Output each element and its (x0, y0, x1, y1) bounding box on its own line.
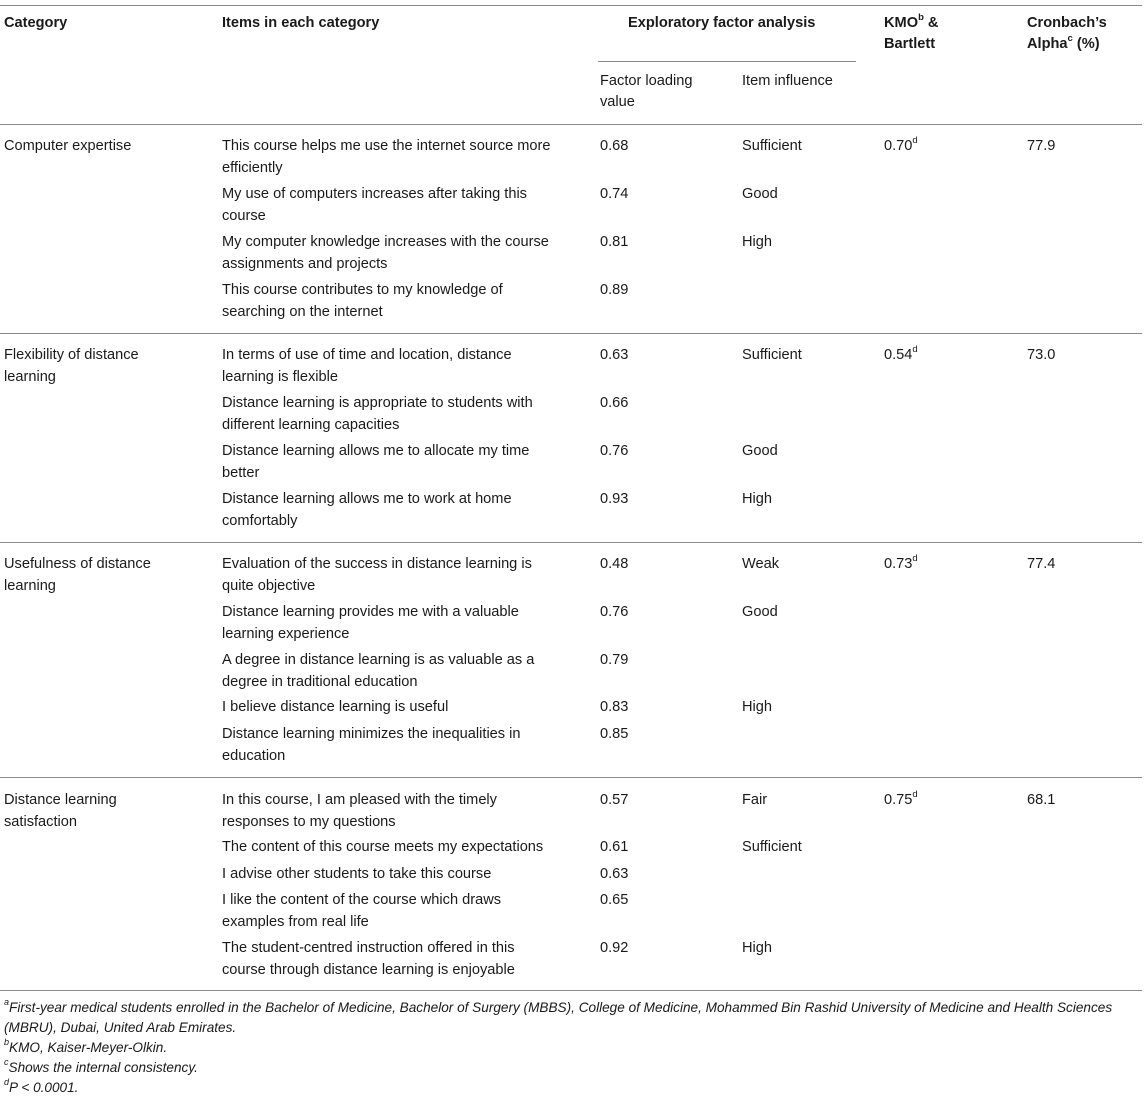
item-text: assignments and projects (222, 255, 388, 272)
header-loading-line2: value (600, 94, 635, 110)
influence-value: Sufficient (742, 347, 802, 363)
alpha-value: 77.4 (1027, 556, 1056, 572)
item-text: Distance learning allows me to allocate my time (222, 443, 530, 459)
item-text: In this course, I am pleased with the timely (222, 792, 497, 808)
category-label: learning (4, 577, 56, 594)
loading-value: 0.85 (600, 726, 629, 742)
alpha-value: 73.0 (1027, 347, 1056, 363)
header-kmo-line2: Bartlett (884, 36, 936, 52)
loading-value: 0.48 (600, 556, 629, 572)
item-text: quite objective (222, 577, 316, 594)
category-label: Distance learning (4, 792, 117, 808)
item-text: examples from real life (222, 913, 369, 930)
item-text: searching on the internet (222, 303, 383, 320)
item-text: efficiently (222, 159, 283, 176)
influence-value: High (742, 234, 773, 250)
table-bottom-rule (0, 990, 1142, 991)
item-text: responses to my questions (222, 813, 396, 830)
item-text: learning experience (222, 625, 350, 642)
loading-value: 0.74 (600, 186, 629, 202)
item-text: The content of this course meets my expectations (222, 839, 544, 855)
loading-value: 0.63 (600, 347, 629, 363)
group-divider (0, 333, 1142, 334)
item-text: education (222, 747, 286, 764)
kmo-value: 0.73$^d$ (884, 553, 918, 572)
item-text: I like the content of the course which draws (222, 892, 502, 908)
item-text: comfortably (222, 512, 298, 529)
footnote-d: $^d$P < 0.0001. (4, 1077, 79, 1095)
header-efa: Exploratory factor analysis (628, 15, 816, 31)
loading-value: 0.63 (600, 866, 629, 882)
loading-value: 0.89 (600, 282, 629, 298)
item-text: My computer knowledge increases with the course (222, 234, 549, 250)
group-divider (0, 542, 1142, 543)
kmo-value: 0.54$^d$ (884, 344, 918, 363)
item-text: learning is flexible (222, 368, 339, 385)
loading-value: 0.66 (600, 395, 629, 411)
item-text: different learning capacities (222, 416, 400, 433)
loading-value: 0.93 (600, 491, 629, 507)
loading-value: 0.79 (600, 652, 629, 668)
item-text: I advise other students to take this course (222, 866, 492, 882)
category-label: Computer expertise (4, 138, 132, 154)
influence-value: Sufficient (742, 138, 802, 154)
footnote-c: $^c$Shows the internal consistency. (4, 1057, 198, 1075)
category-label: learning (4, 368, 56, 385)
item-text: Distance learning is appropriate to students with (222, 395, 533, 411)
table-top-rule (0, 5, 1142, 6)
category-label: Usefulness of distance (4, 556, 151, 572)
influence-value: High (742, 699, 773, 715)
kmo-value: 0.75$^d$ (884, 789, 918, 808)
loading-value: 0.65 (600, 892, 629, 908)
item-text: My use of computers increases after taking this (222, 186, 527, 202)
item-text: Evaluation of the success in distance learning is (222, 556, 532, 572)
efa-subrule (598, 61, 856, 62)
footnote-b: $^b$KMO, Kaiser-Meyer-Olkin. (4, 1037, 168, 1055)
header-bottom-rule (0, 124, 1142, 125)
header-influence: Item influence (742, 73, 833, 89)
influence-value: High (742, 940, 773, 956)
item-text: degree in traditional education (222, 673, 418, 690)
item-text: course through distance learning is enjoyable (222, 961, 515, 978)
item-text: Distance learning minimizes the inequalities in (222, 726, 521, 742)
item-text: Distance learning provides me with a valuable (222, 604, 519, 620)
influence-value: Good (742, 604, 778, 620)
category-label: satisfaction (4, 813, 78, 830)
loading-value: 0.57 (600, 792, 629, 808)
influence-value: Weak (742, 556, 780, 572)
header-category: Category (4, 15, 68, 31)
header-loading: Factor loading (600, 73, 693, 89)
item-text: This course helps me use the internet source more (222, 138, 551, 154)
item-text: This course contributes to my knowledge of (222, 282, 503, 298)
item-text: The student-centred instruction offered in this (222, 940, 515, 956)
item-text: course (222, 207, 266, 224)
influence-value: High (742, 491, 773, 507)
influence-value: Sufficient (742, 839, 802, 855)
loading-value: 0.92 (600, 940, 629, 956)
group-divider (0, 777, 1142, 778)
footnote-a-cont: (MBRU), Dubai, United Arab Emirates. (4, 1020, 237, 1035)
item-text: better (222, 464, 260, 481)
loading-value: 0.61 (600, 839, 629, 855)
loading-value: 0.68 (600, 138, 629, 154)
loading-value: 0.81 (600, 234, 629, 250)
item-text: A degree in distance learning is as valuable as a (222, 652, 535, 668)
influence-value: Fair (742, 792, 768, 808)
loading-value: 0.76 (600, 604, 629, 620)
item-text: I believe distance learning is useful (222, 699, 449, 715)
item-text: In terms of use of time and location, distance (222, 347, 512, 363)
influence-value: Good (742, 186, 778, 202)
footnote-a: $^a$First-year medical students enrolled in the Bachelor of Medicine, Bachelor of Surgery (MBBS), College of Medicine, Mohammed Bin Rashid University of Medicine and Health Sciences (4, 997, 1113, 1015)
influence-value: Good (742, 443, 778, 459)
item-text: Distance learning allows me to work at home (222, 491, 512, 507)
loading-value: 0.76 (600, 443, 629, 459)
alpha-value: 77.9 (1027, 138, 1056, 154)
category-label: Flexibility of distance (4, 347, 139, 363)
header-alpha-line2: Alpha$^c$ (%) (1027, 33, 1100, 52)
alpha-value: 68.1 (1027, 792, 1056, 808)
loading-value: 0.83 (600, 699, 629, 715)
header-kmo: KMO$^b$ & (884, 12, 939, 31)
header-items: Items in each category (222, 15, 380, 31)
header-alpha: Cronbach’s (1027, 15, 1107, 31)
kmo-value: 0.70$^d$ (884, 135, 918, 154)
